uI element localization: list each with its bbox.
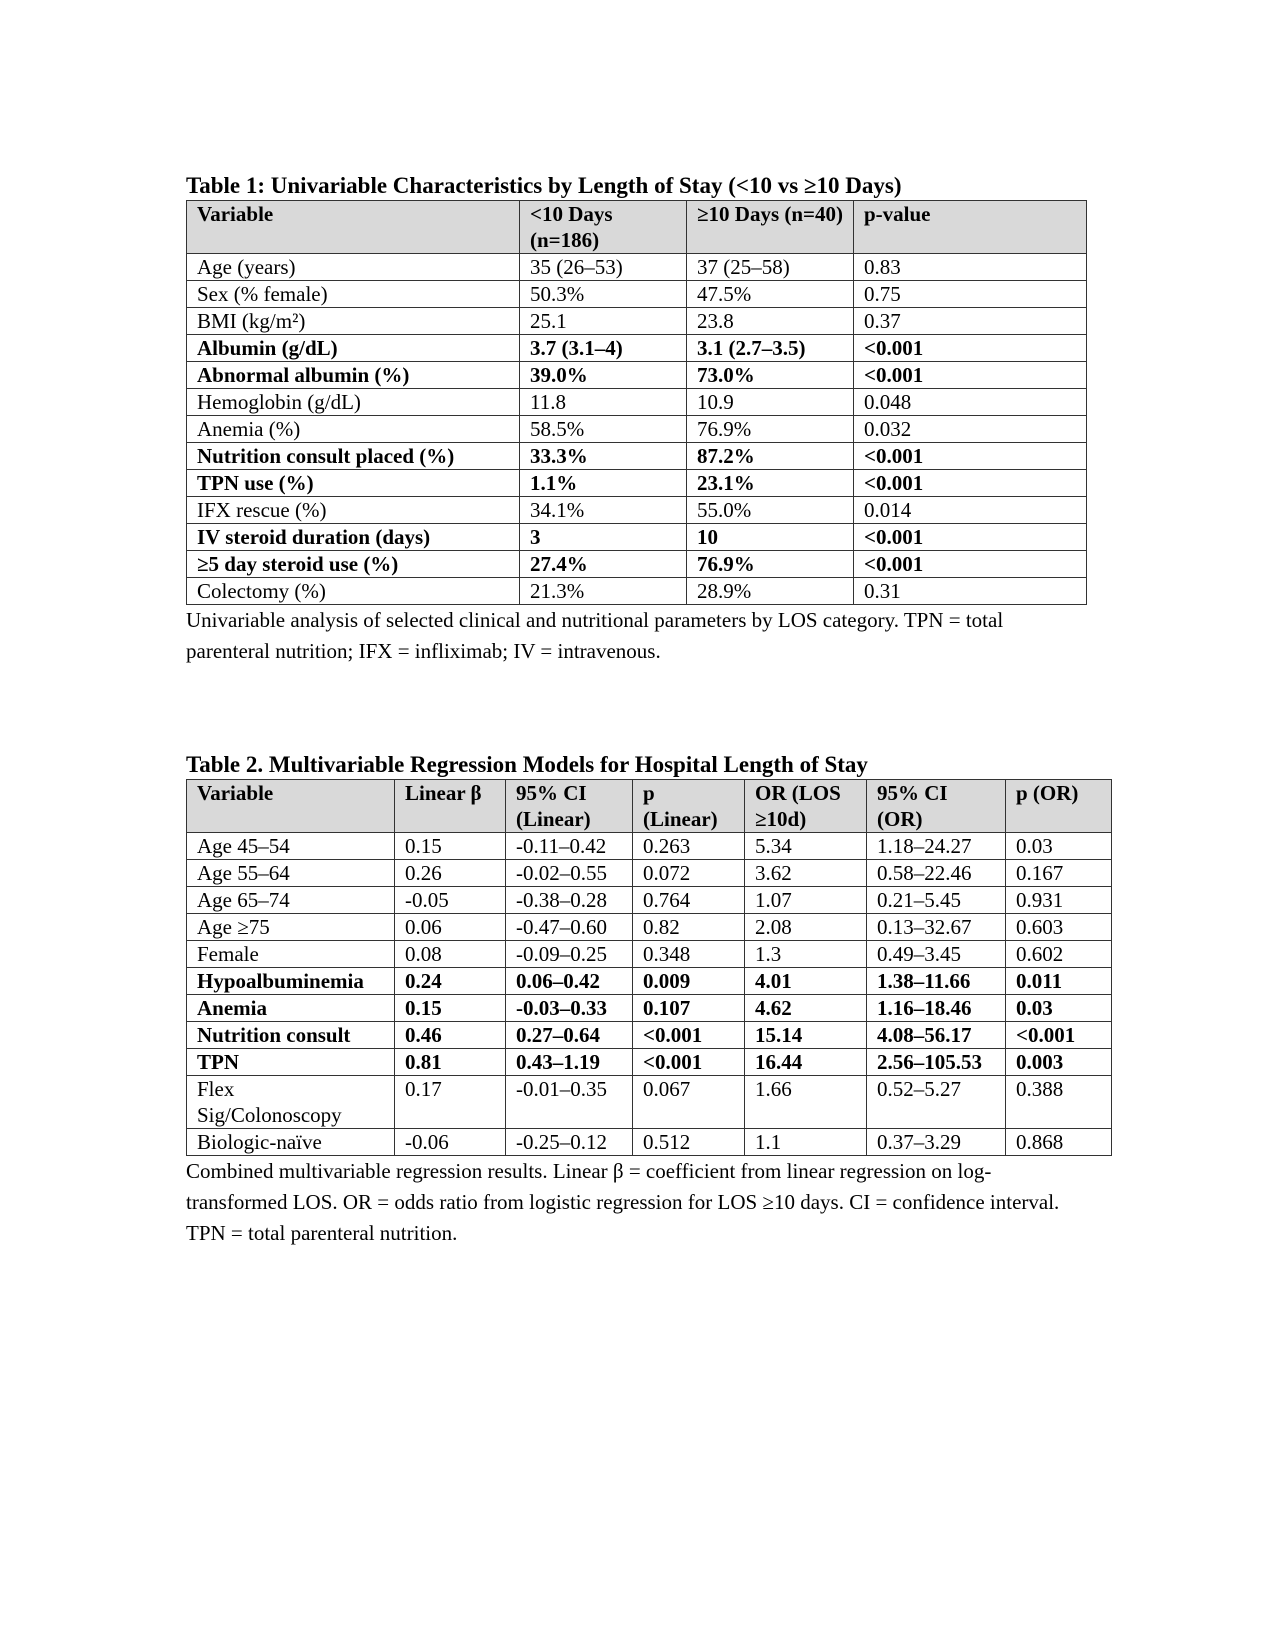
table-cell: 0.011 bbox=[1006, 968, 1112, 995]
table-cell: Age 45–54 bbox=[187, 833, 395, 860]
table-cell: Anemia (%) bbox=[187, 416, 520, 443]
table-cell: <0.001 bbox=[854, 524, 1087, 551]
table-1-caption: Univariable analysis of selected clinical and nutritional parameters by LOS category. TPN = total parenteral nutrition; IFX = infliximab; IV = intravenous. bbox=[186, 608, 1004, 663]
table-cell: Colectomy (%) bbox=[187, 578, 520, 605]
table-cell: 0.83 bbox=[854, 254, 1087, 281]
table-cell: 0.24 bbox=[395, 968, 506, 995]
table-cell: 0.603 bbox=[1006, 914, 1112, 941]
table-cell: 0.31 bbox=[854, 578, 1087, 605]
table-cell: IFX rescue (%) bbox=[187, 497, 520, 524]
table-cell: 3 bbox=[520, 524, 687, 551]
table-cell: Age (years) bbox=[187, 254, 520, 281]
table-cell: 0.764 bbox=[633, 887, 745, 914]
table-cell: -0.09–0.25 bbox=[506, 941, 633, 968]
column-header: p (Linear) bbox=[633, 780, 745, 833]
table-cell: 0.06–0.42 bbox=[506, 968, 633, 995]
table-cell: 1.1% bbox=[520, 470, 687, 497]
table-cell: 1.3 bbox=[745, 941, 867, 968]
table-cell: 33.3% bbox=[520, 443, 687, 470]
table-cell: 0.58–22.46 bbox=[867, 860, 1006, 887]
table-cell: 50.3% bbox=[520, 281, 687, 308]
table-cell: 4.01 bbox=[745, 968, 867, 995]
table-cell: 1.1 bbox=[745, 1129, 867, 1156]
table-cell: <0.001 bbox=[854, 470, 1087, 497]
table-1-body bbox=[187, 254, 1087, 605]
column-header: Variable bbox=[187, 201, 520, 254]
table-cell: Hypoalbuminemia bbox=[187, 968, 395, 995]
table-cell: 55.0% bbox=[687, 497, 854, 524]
table-cell: 1.18–24.27 bbox=[867, 833, 1006, 860]
table-cell: TPN use (%) bbox=[187, 470, 520, 497]
table-1 bbox=[186, 200, 1087, 605]
table-row bbox=[187, 416, 1087, 443]
table-cell: 1.07 bbox=[745, 887, 867, 914]
table-cell: <0.001 bbox=[854, 443, 1087, 470]
table-cell: 2.08 bbox=[745, 914, 867, 941]
table-cell: <0.001 bbox=[854, 335, 1087, 362]
table-row bbox=[187, 389, 1087, 416]
table-row bbox=[187, 860, 1112, 887]
table-cell: 0.13–32.67 bbox=[867, 914, 1006, 941]
table-cell: 37 (25–58) bbox=[687, 254, 854, 281]
table-cell: Nutrition consult bbox=[187, 1022, 395, 1049]
table-cell: 2.56–105.53 bbox=[867, 1049, 1006, 1076]
table-cell: 1.16–18.46 bbox=[867, 995, 1006, 1022]
table-2 bbox=[186, 779, 1112, 1156]
table-cell: 0.931 bbox=[1006, 887, 1112, 914]
table-row bbox=[187, 524, 1087, 551]
table-row bbox=[187, 497, 1087, 524]
table-row bbox=[187, 362, 1087, 389]
table-cell: 0.08 bbox=[395, 941, 506, 968]
table-cell: 3.62 bbox=[745, 860, 867, 887]
table-cell: 1.38–11.66 bbox=[867, 968, 1006, 995]
table-cell: ≥5 day steroid use (%) bbox=[187, 551, 520, 578]
table-cell: Nutrition consult placed (%) bbox=[187, 443, 520, 470]
table-cell: Anemia bbox=[187, 995, 395, 1022]
table-cell: 23.1% bbox=[687, 470, 854, 497]
table-cell: 5.34 bbox=[745, 833, 867, 860]
table-row bbox=[187, 914, 1112, 941]
table-cell: 27.4% bbox=[520, 551, 687, 578]
table-cell: 58.5% bbox=[520, 416, 687, 443]
table-cell: Flex Sig/Colonoscopy bbox=[187, 1076, 395, 1129]
table-cell: 0.82 bbox=[633, 914, 745, 941]
table-1-section bbox=[186, 172, 1087, 667]
table-row bbox=[187, 551, 1087, 578]
table-cell: 28.9% bbox=[687, 578, 854, 605]
table-cell: -0.05 bbox=[395, 887, 506, 914]
table-cell: 23.8 bbox=[687, 308, 854, 335]
table-1-header-row bbox=[187, 201, 1087, 254]
table-cell: <0.001 bbox=[854, 362, 1087, 389]
table-cell: <0.001 bbox=[1006, 1022, 1112, 1049]
table-cell: <0.001 bbox=[633, 1022, 745, 1049]
table-cell: 1.66 bbox=[745, 1076, 867, 1129]
table-cell: 15.14 bbox=[745, 1022, 867, 1049]
table-cell: 0.21–5.45 bbox=[867, 887, 1006, 914]
table-cell: 0.032 bbox=[854, 416, 1087, 443]
table-cell: -0.01–0.35 bbox=[506, 1076, 633, 1129]
table-cell: 0.263 bbox=[633, 833, 745, 860]
column-header: p (OR) bbox=[1006, 780, 1112, 833]
table-row bbox=[187, 887, 1112, 914]
table-cell: 0.81 bbox=[395, 1049, 506, 1076]
column-header: 95% CI (Linear) bbox=[506, 780, 633, 833]
table-1-title: Table 1: Univariable Characteristics by Length of Stay (<10 vs ≥10 Days) bbox=[186, 173, 902, 198]
table-cell: Age 55–64 bbox=[187, 860, 395, 887]
table-row bbox=[187, 968, 1112, 995]
table-cell: 34.1% bbox=[520, 497, 687, 524]
table-cell: Albumin (g/dL) bbox=[187, 335, 520, 362]
table-cell: Biologic-naïve bbox=[187, 1129, 395, 1156]
table-cell: 25.1 bbox=[520, 308, 687, 335]
table-cell: 0.512 bbox=[633, 1129, 745, 1156]
table-cell: 47.5% bbox=[687, 281, 854, 308]
table-cell: 0.003 bbox=[1006, 1049, 1112, 1076]
table-row bbox=[187, 941, 1112, 968]
table-row bbox=[187, 1049, 1112, 1076]
table-cell: 0.388 bbox=[1006, 1076, 1112, 1129]
table-cell: 4.08–56.17 bbox=[867, 1022, 1006, 1049]
table-cell: BMI (kg/m²) bbox=[187, 308, 520, 335]
table-cell: 0.15 bbox=[395, 995, 506, 1022]
table-cell: 0.06 bbox=[395, 914, 506, 941]
table-cell: 39.0% bbox=[520, 362, 687, 389]
table-cell: <0.001 bbox=[633, 1049, 745, 1076]
table-cell: 0.009 bbox=[633, 968, 745, 995]
table-cell: 76.9% bbox=[687, 551, 854, 578]
table-2-caption: Combined multivariable regression results. Linear β = coefficient from linear regression on log-transformed LOS. OR = odds ratio from logistic regression for LOS ≥10 days. CI = confidence interval. TPN = total parenteral nutrition. bbox=[186, 1159, 1060, 1245]
table-row bbox=[187, 308, 1087, 335]
table-cell: 11.8 bbox=[520, 389, 687, 416]
table-cell: 3.7 (3.1–4) bbox=[520, 335, 687, 362]
table-row bbox=[187, 1129, 1112, 1156]
column-header: ≥10 Days (n=40) bbox=[687, 201, 854, 254]
column-header: <10 Days (n=186) bbox=[520, 201, 687, 254]
table-cell: Abnormal albumin (%) bbox=[187, 362, 520, 389]
table-cell: 0.348 bbox=[633, 941, 745, 968]
table-cell: 0.52–5.27 bbox=[867, 1076, 1006, 1129]
table-cell: -0.47–0.60 bbox=[506, 914, 633, 941]
table-cell: 16.44 bbox=[745, 1049, 867, 1076]
table-cell: 0.26 bbox=[395, 860, 506, 887]
table-cell: Age 65–74 bbox=[187, 887, 395, 914]
table-cell: 3.1 (2.7–3.5) bbox=[687, 335, 854, 362]
table-row bbox=[187, 578, 1087, 605]
table-cell: 0.868 bbox=[1006, 1129, 1112, 1156]
table-2-header-row bbox=[187, 780, 1112, 833]
table-cell: -0.38–0.28 bbox=[506, 887, 633, 914]
table-cell: Age ≥75 bbox=[187, 914, 395, 941]
table-row bbox=[187, 833, 1112, 860]
table-cell: 0.067 bbox=[633, 1076, 745, 1129]
table-cell: 10 bbox=[687, 524, 854, 551]
table-cell: 0.15 bbox=[395, 833, 506, 860]
table-cell: 73.0% bbox=[687, 362, 854, 389]
table-cell: Female bbox=[187, 941, 395, 968]
table-cell: 0.75 bbox=[854, 281, 1087, 308]
table-cell: 10.9 bbox=[687, 389, 854, 416]
table-cell: IV steroid duration (days) bbox=[187, 524, 520, 551]
table-cell: -0.06 bbox=[395, 1129, 506, 1156]
table-2-body bbox=[187, 833, 1112, 1156]
table-cell: 0.03 bbox=[1006, 995, 1112, 1022]
table-row bbox=[187, 443, 1087, 470]
table-cell: 0.03 bbox=[1006, 833, 1112, 860]
column-header: p-value bbox=[854, 201, 1087, 254]
table-cell: 76.9% bbox=[687, 416, 854, 443]
table-cell: 21.3% bbox=[520, 578, 687, 605]
table-cell: -0.25–0.12 bbox=[506, 1129, 633, 1156]
table-cell: 35 (26–53) bbox=[520, 254, 687, 281]
table-cell: 0.602 bbox=[1006, 941, 1112, 968]
table-cell: -0.11–0.42 bbox=[506, 833, 633, 860]
table-row bbox=[187, 995, 1112, 1022]
table-cell: -0.02–0.55 bbox=[506, 860, 633, 887]
table-cell: -0.03–0.33 bbox=[506, 995, 633, 1022]
column-header: 95% CI (OR) bbox=[867, 780, 1006, 833]
table-cell: 0.43–1.19 bbox=[506, 1049, 633, 1076]
table-cell: 0.46 bbox=[395, 1022, 506, 1049]
table-cell: 4.62 bbox=[745, 995, 867, 1022]
table-cell: 0.37–3.29 bbox=[867, 1129, 1006, 1156]
table-row bbox=[187, 281, 1087, 308]
table-cell: 0.49–3.45 bbox=[867, 941, 1006, 968]
column-header: Variable bbox=[187, 780, 395, 833]
table-cell: 0.072 bbox=[633, 860, 745, 887]
table-row bbox=[187, 1022, 1112, 1049]
table-2-section bbox=[186, 751, 1112, 1249]
table-cell: 87.2% bbox=[687, 443, 854, 470]
table-cell: Sex (% female) bbox=[187, 281, 520, 308]
table-cell: 0.27–0.64 bbox=[506, 1022, 633, 1049]
table-2-title: Table 2. Multivariable Regression Models for Hospital Length of Stay bbox=[186, 752, 868, 777]
table-cell: 0.014 bbox=[854, 497, 1087, 524]
table-cell: 0.37 bbox=[854, 308, 1087, 335]
table-row bbox=[187, 1076, 1112, 1129]
table-cell: <0.001 bbox=[854, 551, 1087, 578]
table-cell: TPN bbox=[187, 1049, 395, 1076]
table-cell: 0.048 bbox=[854, 389, 1087, 416]
table-row bbox=[187, 254, 1087, 281]
table-cell: Hemoglobin (g/dL) bbox=[187, 389, 520, 416]
table-row bbox=[187, 470, 1087, 497]
table-cell: 0.167 bbox=[1006, 860, 1112, 887]
column-header: OR (LOS ≥10d) bbox=[745, 780, 867, 833]
table-row bbox=[187, 335, 1087, 362]
table-cell: 0.107 bbox=[633, 995, 745, 1022]
table-cell: 0.17 bbox=[395, 1076, 506, 1129]
column-header: Linear β bbox=[395, 780, 506, 833]
